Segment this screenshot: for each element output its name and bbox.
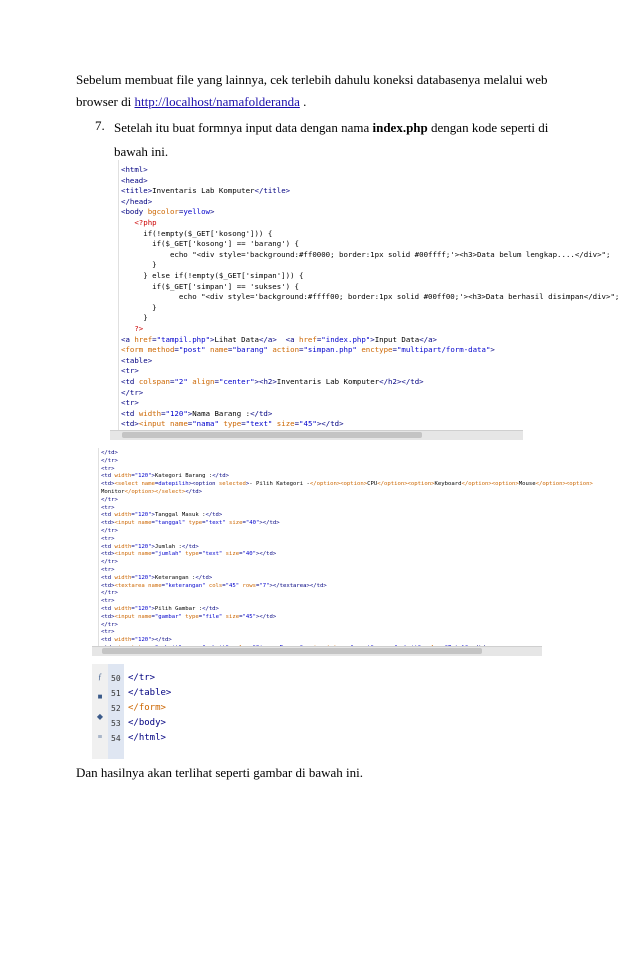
code-token: "2" [174, 377, 188, 386]
code-token: name [169, 419, 188, 429]
code-token: ></td> [316, 419, 344, 429]
code-token: size [225, 520, 243, 527]
code-token: "120" [134, 574, 152, 581]
editor-gutter [92, 448, 99, 656]
code-token: name [138, 520, 152, 527]
code-line [121, 260, 157, 269]
code-token: </td> [212, 473, 230, 480]
code-token: </a> [419, 334, 438, 344]
code-token: "file" [202, 613, 223, 620]
code-token: } [121, 302, 157, 312]
code-token: = [178, 207, 184, 217]
code-token: method [147, 345, 175, 355]
code-token: ></td> [256, 613, 277, 620]
code-token: = [131, 473, 135, 480]
code-line [128, 718, 166, 728]
code-token: = [198, 613, 203, 620]
code-token: "120" [134, 606, 152, 612]
code-token: </tr> [101, 621, 118, 628]
code-token: <td [121, 377, 139, 386]
code-line [121, 388, 143, 397]
code-line [121, 176, 148, 185]
snippet-icon[interactable]: ≡ [97, 732, 103, 741]
code-token: > [210, 334, 215, 344]
code-token: = [152, 334, 157, 344]
code-token: datepilih [158, 481, 189, 488]
code-token: "120" [165, 408, 188, 418]
code-token: <td [121, 408, 139, 418]
code-token: <td> [101, 582, 115, 589]
code-token: ></td> [259, 520, 280, 527]
code-line [121, 313, 148, 322]
code-line [121, 197, 152, 206]
code-token: </td> [181, 543, 199, 550]
code-token: <tr> [101, 629, 115, 636]
code-token: Keyboard [434, 481, 462, 488]
code-token: = [131, 574, 135, 581]
code-token: if($_GET['simpan'] == 'sukses') { [121, 281, 299, 291]
code-token: </td> [205, 512, 223, 519]
code-token: width [114, 512, 132, 519]
line-number: 51 [111, 689, 121, 698]
code-token: > [245, 481, 250, 488]
code-token: echo "<div style='background:#ff0000; border:1px solid #00ffff;'><h3>Data belum lengkap....</div>"; [121, 249, 611, 259]
code-token: action [267, 345, 300, 355]
code-token: <html> [121, 165, 148, 174]
code-token: <tr> [121, 366, 139, 376]
code-line [121, 398, 139, 407]
code-line [101, 505, 114, 511]
code-token: </td> [250, 408, 273, 418]
code-token: name [141, 481, 155, 488]
code-line [101, 622, 118, 628]
code-line [121, 186, 290, 195]
code-token: </table> [128, 688, 172, 698]
code-line [121, 239, 299, 248]
editor-side-panel [92, 664, 109, 759]
code-token: > [151, 473, 155, 480]
code-token: } [121, 260, 157, 270]
code-token: Pilih Gambar : [154, 606, 203, 612]
code-token: name [205, 345, 228, 355]
code-line [101, 606, 219, 612]
code-line [101, 528, 118, 534]
code-line [101, 489, 202, 495]
code-token: "120" [134, 637, 152, 644]
code-token: "text" [205, 520, 226, 527]
code-token: </tr> [128, 673, 156, 683]
code-token: "gambar" [154, 613, 182, 620]
code-token: <td [101, 574, 115, 581]
step-text-before: Setelah itu buat formnya input data dengan nama [114, 120, 373, 135]
code-line [101, 450, 118, 456]
code-line [128, 733, 166, 743]
code-line [101, 629, 114, 635]
code-token: <input [114, 520, 139, 527]
code-line [121, 335, 437, 344]
horizontal-scrollbar[interactable] [92, 646, 542, 656]
code-line [121, 271, 303, 280]
code-token: name [148, 582, 162, 589]
step-text [114, 116, 554, 164]
code-token: <tr> [101, 598, 115, 605]
code-token: "text" [202, 551, 223, 558]
code-line [101, 466, 114, 472]
scrollbar-thumb[interactable] [122, 432, 422, 438]
code-token: <td> [101, 551, 115, 558]
code-token: = [239, 613, 243, 620]
code-token: = [161, 408, 166, 418]
line-number: 50 [111, 674, 121, 683]
code-token: Jumlah : [154, 543, 182, 550]
code-token: <td [101, 473, 115, 480]
code-token: </form> [128, 703, 166, 713]
code-token: </tr> [101, 559, 118, 566]
code-token: "text" [245, 419, 273, 429]
code-line [121, 377, 424, 386]
code-token: "tanggal" [154, 520, 186, 527]
code-token: </td> [185, 489, 203, 495]
editor-gutter [110, 160, 119, 440]
code-token: <td [101, 637, 115, 644]
code-token: "keterangan" [165, 582, 206, 589]
code-token: ><option [188, 481, 219, 488]
code-token: align [187, 377, 215, 386]
code-token: <?php [121, 218, 157, 227]
code-token: "45" [242, 613, 257, 620]
code-token: <td> [101, 520, 115, 527]
code-line [101, 473, 229, 479]
code-token: href [134, 334, 153, 344]
code-token: yellow [183, 207, 211, 217]
code-token: "multipart/form-data" [396, 345, 491, 355]
code-token: <tr> [101, 465, 115, 472]
code-token: width [114, 574, 132, 581]
code-token: = [241, 419, 246, 429]
code-token: href [299, 334, 317, 344]
code-token: <td> [101, 481, 115, 488]
code-token: </tr> [101, 590, 118, 597]
code-token: = [239, 551, 243, 558]
code-token: name [138, 613, 152, 620]
code-token: = [151, 551, 155, 558]
code-token: = [131, 606, 135, 612]
code-token: CPU [367, 481, 378, 488]
code-token: <form [121, 345, 148, 355]
step-filename: index.php [372, 120, 428, 135]
code-line [101, 559, 118, 565]
code-token: "simpan.php" [303, 345, 357, 355]
code-pane [99, 448, 593, 656]
line-number: 53 [111, 719, 121, 728]
code-line [128, 673, 155, 683]
code-token: </option></select> [124, 489, 186, 495]
code-token: "barang" [232, 345, 268, 355]
code-line [121, 345, 495, 354]
line-number: 54 [111, 734, 121, 743]
code-token: = [214, 377, 219, 386]
code-token: size [222, 551, 240, 558]
code-line [121, 250, 610, 259]
code-token: Inventaris Lab Komputer [152, 186, 255, 196]
code-token: </body> [128, 718, 166, 728]
code-line [121, 292, 619, 301]
code-token: = [202, 520, 206, 527]
code-token: type [181, 551, 199, 558]
bookmark-icon[interactable]: ■ [97, 692, 103, 701]
code-token: = [151, 520, 155, 527]
code-token: = [187, 419, 193, 429]
code-token: width [114, 543, 132, 550]
code-token: <tr> [101, 504, 115, 511]
code-token: Lihat Data [214, 334, 259, 344]
code-token: size [222, 613, 240, 620]
code-token: <tr> [101, 535, 115, 542]
code-token: = [131, 543, 135, 550]
code-token: "40" [245, 520, 260, 527]
code-line [121, 303, 157, 312]
code-token: = [242, 520, 246, 527]
code-line [101, 583, 327, 589]
code-token: Input Data [374, 334, 420, 344]
intro-line-1: Sebelum membuat file yang lainnya, cek terlebih dahulu koneksi databasenya melalui web [76, 72, 548, 87]
code-token: = [169, 377, 175, 386]
code-token: type [181, 613, 199, 620]
code-token: > [151, 543, 155, 550]
code-token: rows [239, 582, 256, 589]
code-line [101, 598, 114, 604]
code-token: </tr> [101, 457, 118, 464]
code-token: enctype [356, 345, 393, 355]
code-token: width [138, 408, 162, 418]
code-token: </option><option> [377, 481, 435, 488]
code-token: = [222, 582, 226, 589]
code-line [121, 356, 152, 365]
code-line [121, 409, 272, 418]
code-token: > [187, 408, 193, 418]
code-line [101, 637, 172, 643]
code-token: if($_GET['kosong'] == 'barang') { [121, 239, 299, 249]
code-token: colspan [138, 377, 170, 386]
step-text-after: dengan kode seperti di bawah ini. [114, 120, 549, 159]
code-token: - Pilih Kategori - [249, 481, 310, 488]
code-token: </td> [202, 606, 219, 612]
code-token: </option><option> [461, 481, 519, 488]
code-token: "nama" [192, 419, 219, 429]
code-token: <td [101, 606, 115, 612]
code-line [121, 282, 299, 291]
code-line [101, 551, 276, 557]
code-token: ?> [121, 324, 144, 333]
code-token: type [185, 520, 203, 527]
outro-text: Dan hasilnya akan terlihat seperti gambar di bawah ini. [76, 765, 363, 780]
code-token: = [294, 419, 300, 429]
code-line [121, 324, 143, 333]
code-line [101, 481, 593, 487]
code-token: <td> [101, 613, 115, 620]
code-token: "120" [134, 512, 152, 519]
code-token: Tanggal Masuk : [154, 512, 206, 519]
code-line [101, 590, 118, 596]
code-line [121, 207, 214, 216]
code-line [101, 458, 118, 464]
code-token: "120" [134, 473, 152, 480]
code-token: </title> [254, 186, 291, 196]
code-token: ><h2> [254, 377, 277, 386]
code-token: } else if(!empty($_GET['simpan'])) { [121, 271, 304, 280]
code-pane [126, 664, 492, 759]
code-token: "jumlah" [154, 551, 182, 558]
code-line [121, 165, 148, 174]
code-token: > [151, 512, 155, 519]
code-token: <tr> [101, 567, 115, 573]
code-token: "index.php" [321, 334, 371, 344]
horizontal-scrollbar[interactable] [110, 430, 523, 440]
code-line [121, 229, 272, 238]
intro-line-2 [76, 92, 306, 112]
code-token: > [370, 334, 375, 344]
code-token: = [154, 481, 159, 488]
code-line [101, 544, 199, 550]
code-token: "post" [178, 345, 206, 355]
code-token: "7" [259, 582, 270, 589]
code-token: </a> <a [258, 334, 300, 344]
step-number: 7. [95, 118, 105, 133]
code-token: Inventaris Lab Komputer [276, 377, 380, 386]
code-token: <textarea [114, 582, 149, 589]
code-token: > [210, 207, 215, 217]
code-token: </h2></td> [379, 377, 424, 386]
code-token: "tampil.php" [156, 334, 211, 344]
scrollbar-thumb[interactable] [102, 648, 482, 654]
function-icon[interactable]: ƒ [98, 672, 102, 681]
code-token: </html> [128, 733, 166, 743]
code-line [101, 512, 222, 518]
code-token: </head> [121, 196, 153, 206]
code-screenshot-2 [92, 448, 593, 656]
code-token: = [316, 334, 322, 344]
code-line [101, 614, 276, 620]
code-token: if(!empty($_GET['kosong'])) { [121, 228, 273, 238]
code-token: cols [205, 582, 223, 589]
code-token: <input [114, 551, 139, 558]
code-token: </td> [101, 450, 118, 456]
code-screenshot-3 [92, 664, 492, 759]
code-token: type [218, 419, 242, 429]
code-token: = [256, 582, 260, 589]
code-token: <body [121, 207, 148, 217]
code-token: <a [121, 334, 135, 344]
code-token: "120" [134, 543, 152, 550]
code-token: <title> [121, 186, 153, 196]
code-line [128, 703, 166, 713]
code-token: width [114, 473, 132, 480]
code-token: "45" [225, 582, 240, 589]
code-token: </option><option> [309, 481, 368, 488]
code-token: <head> [121, 175, 148, 185]
code-line [121, 366, 139, 375]
code-token: = [174, 345, 179, 355]
code-token: <td [101, 543, 115, 550]
code-token: size [272, 419, 295, 429]
code-token: selected [218, 481, 246, 488]
code-token: Keterangan : [154, 574, 196, 581]
code-token: "45" [299, 419, 317, 429]
code-token: ></td> [151, 637, 172, 644]
code-token: <td [101, 512, 115, 519]
intro-suffix: . [299, 94, 307, 109]
code-token: </tr> [121, 387, 144, 397]
code-token: <td> [121, 419, 139, 429]
code-pane [119, 160, 620, 440]
code-token: </option><option> [535, 481, 593, 488]
code-token: = [299, 345, 304, 355]
code-token: = [198, 551, 203, 558]
code-line [128, 688, 171, 698]
code-token: Nama Barang : [192, 408, 251, 418]
tag-icon[interactable]: ◆ [96, 712, 104, 721]
localhost-link[interactable]: http://localhost/namafolderanda [134, 94, 300, 109]
code-line [101, 536, 114, 542]
code-line [121, 218, 157, 227]
code-token: = [227, 345, 233, 355]
code-token: <input [138, 419, 170, 429]
code-token: bgcolor [147, 207, 179, 217]
code-token: ></td> [256, 551, 277, 558]
code-token: </tr> [101, 528, 118, 534]
code-line [101, 575, 212, 581]
code-token: } [121, 313, 148, 323]
code-line [121, 419, 344, 428]
intro-prefix: browser di [76, 94, 135, 109]
code-token: ></textarea></td> [269, 582, 327, 589]
code-token: width [114, 606, 132, 612]
code-line [101, 520, 280, 526]
code-token: > [490, 345, 495, 355]
code-token: width [114, 637, 132, 644]
code-line [101, 567, 114, 573]
code-line [101, 497, 118, 503]
code-token: "40" [242, 551, 257, 558]
code-token: <select [114, 481, 142, 488]
code-token: <table> [121, 355, 153, 365]
code-token: > [151, 606, 155, 612]
code-token: </td> [195, 574, 213, 581]
code-token: = [392, 345, 397, 355]
code-token: name [138, 551, 152, 558]
code-token: <tr> [121, 398, 139, 408]
code-token: = [131, 512, 135, 519]
code-token: <input [114, 613, 139, 620]
code-token: = [131, 637, 135, 644]
code-screenshot-1 [110, 160, 620, 440]
code-token: Monitor [101, 489, 125, 495]
code-token: Kategori Barang : [154, 473, 213, 480]
code-token: echo "<div style='background:#ffff00; border:1px solid #00ff00;'><h3>Data berhasil disimpan</div>"; [121, 292, 620, 302]
code-token: = [161, 582, 166, 589]
code-token: > [151, 574, 155, 581]
code-token: </tr> [101, 496, 118, 503]
code-token: Mouse [518, 481, 536, 488]
code-token: = [151, 613, 155, 620]
code-token: "center" [218, 377, 255, 386]
line-number: 52 [111, 704, 121, 713]
